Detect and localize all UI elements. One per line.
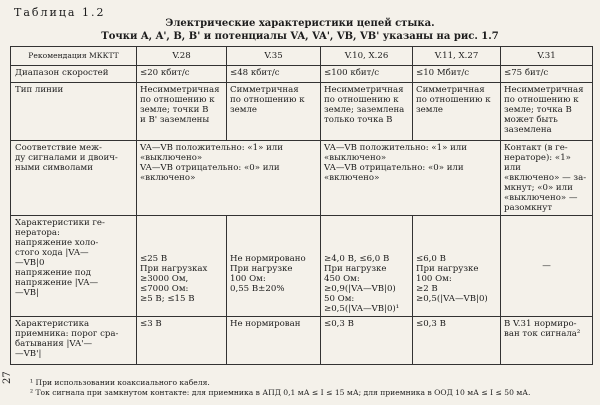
cell-generator-v35: Не нормировано При нагрузке 100 Ом: 0,55 В±20% [227,216,321,317]
cell-speed-v31: ≤75 бит/с [501,66,593,83]
footnotes [30,378,530,398]
cell-speed-v28: ≤20 кбит/с [137,66,227,83]
cell-receiver-v11: ≤0,3 В [413,317,501,365]
row-label-signals: Соответствие меж- ду сигналами и двоич- ными символами [11,141,137,216]
cell-receiver-v28: ≤3 В [137,317,227,365]
cell-line-v31: Несимметричная по отношению к земле; точка B может быть заземлена [501,83,593,141]
cell-receiver-v31: В V.31 нормиро- ван ток сигнала² [501,317,593,365]
cell-generator-v10: ≥4,0 В, ≤6,0 В При нагрузке 450 Ом: ≥0,9(|VA—VB|0) 50 Ом: ≥0,5(|VA—VB|0)¹ [321,216,413,317]
cell-receiver-v35: Не нормирован [227,317,321,365]
row-generator [11,216,593,317]
cell-generator-v28: ≤25 В При нагрузках ≥3000 Ом, ≤7000 Ом: ≥5 В; ≤15 В [137,216,227,317]
cell-signals-v31: Контакт (в ге- нераторе): «1» или «включено» — за- мкнут; «0» или «выключено» — разомкнут [501,141,593,216]
row-signals [11,141,593,216]
cell-signals-v10-v11: VA—VB положительно: «1» или «выключено» VA—VB отрицательно: «0» или «включено» [321,141,501,216]
header-v31: V.31 [501,47,593,66]
cell-speed-v11: ≤10 Мбит/с [413,66,501,83]
cell-line-v35: Симметричная по отношению к земле [227,83,321,141]
header-row [11,47,593,66]
row-speed [11,66,593,83]
row-receiver [11,317,593,365]
cell-line-v11: Симметричная по отношению к земле [413,83,501,141]
cell-speed-v10: ≤100 кбит/с [321,66,413,83]
row-label-receiver: Характеристика приемника: порог сра- батывания |VA'— —VB'| [11,317,137,365]
row-label-generator: Характеристики ге- нератора: напряжение холо- стого хода |VA— —VB|0 напряжение под напряжение |VA— —VB| [11,216,137,317]
header-recommendation: Рекомендация МККТТ [11,47,137,66]
page-number: 27 [2,371,13,384]
cell-generator-v11: ≤6,0 В При нагрузке 100 Ом: ≥2 В ≥0,5(|VA—VB|0) [413,216,501,317]
cell-line-v10: Несимметричная по отношению к земле; заземлена только точка B [321,83,413,141]
row-label-speed: Диапазон скоростей [11,66,137,83]
row-line-type [11,83,593,141]
characteristics-table [10,46,593,365]
table-title: Электрические характеристики цепей стыка. [165,18,435,29]
footnote-2: ² Ток сигнала при замкнутом контакте: для приемника в АПД 0,1 мА ≤ I ≤ 15 мА; для приемника в ООД 10 мА ≤ I ≤ 50 мА. [30,388,531,397]
row-label-line-type: Тип линии [11,83,137,141]
cell-line-v28: Несимметричная по отношению к земле; точки B и B' заземлены [137,83,227,141]
cell-generator-v31: — [501,216,593,317]
header-v28: V.28 [137,47,227,66]
cell-speed-v35: ≤48 кбит/с [227,66,321,83]
header-v11-x27: V.11, X.27 [413,47,501,66]
header-v10-x26: V.10, X.26 [321,47,413,66]
table-subtitle: Точки A, A', B, B' и потенциалы VA, VA', VB, VB' указаны на рис. 1.7 [101,31,499,42]
header-v35: V.35 [227,47,321,66]
footnote-1: ¹ При использовании коаксиального кабеля. [30,378,210,387]
table-caption: Таблица 1.2 [14,6,106,19]
cell-receiver-v10: ≤0,3 В [321,317,413,365]
cell-signals-v28-v35: VA—VB положительно: «1» или «выключено» VA—VB отрицательно: «0» или «включено» [137,141,321,216]
